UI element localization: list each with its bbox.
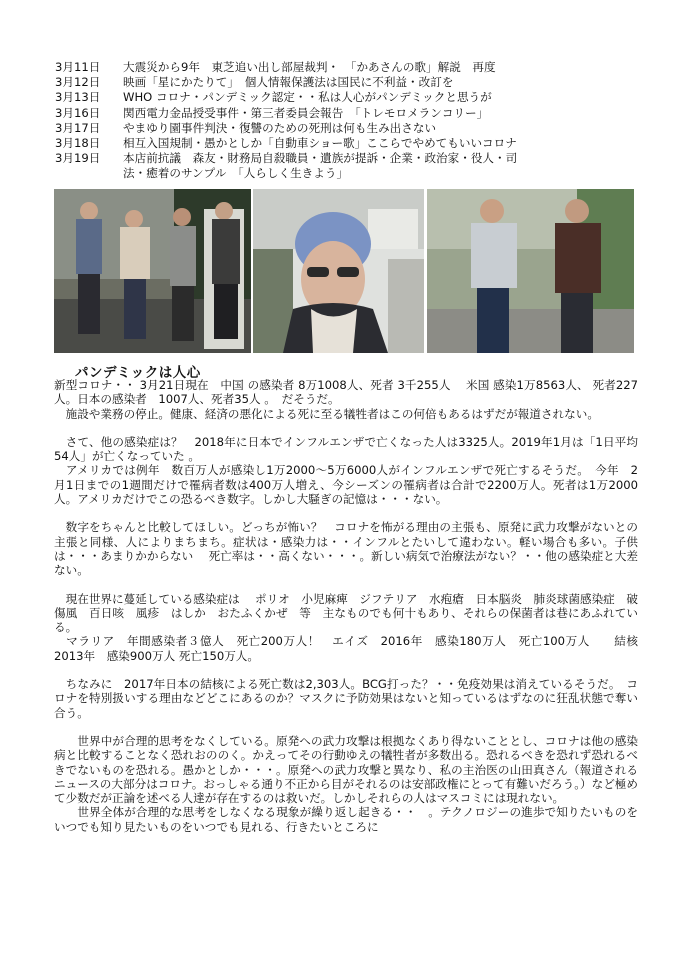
schedule-text: 相互入国規制・愚かとしか「自動車ショー歌」ここらでやめてもいいコロナ — [123, 136, 517, 151]
schedule-date: 3月12日 — [55, 75, 101, 90]
schedule-row — [55, 136, 655, 151]
paragraph: ちなみに 2017年日本の結核による死亡数は2,303人。BCG打った？・・免疫効果は消えているそうだ。 コロナを特別扱いする理由などどこにあるのか？マスクに予防効果はないと知っているはずなのに狂乱状態で奪い合う。 — [54, 677, 638, 720]
paragraph-gap — [54, 421, 638, 435]
paragraph: 数字をちゃんと比較してほしい。どっちが怖い？ コロナを怖がる理由の主張も、原発に武力攻撃がないとの主張と同様、人によりまちまち。症状は・感染力は・・インフルとたいして違わない。軽い場合も多い。子供は・・・あまりかからない 死亡率は・・高くない・・・。新しい病気で治療法がない？・・他の感染症と大差ない。 — [54, 520, 638, 578]
schedule-row — [55, 90, 655, 105]
paragraph: アメリカでは例年 数百万人が感染し1万2000～5万6000人がインフルエンザで死亡するそうだ。 今年 2月1日までの1週間だけで罹病者数は400万人増え、今シーズンの罹病者は合計で2200万人。死者は1万2000人。アメリカだけでこの恐るべき数字。しかし大騒ぎの記憶は・・・ない。 — [54, 463, 638, 507]
schedule-row — [55, 106, 655, 121]
photo-two-men-image — [427, 189, 634, 353]
photo-woman-portrait — [253, 189, 424, 353]
paragraph-gap — [54, 578, 638, 592]
schedule-row-continuation: 法・癒着のサンプル 「人らしく生きよう」 — [123, 166, 349, 181]
photo-woman-portrait-image — [253, 189, 424, 353]
paragraph: さて、他の感染症は？ 2018年に日本でインフルエンザで亡くなった人は3325人。2019年1月は「1日平均54人」が亡くなっていた 。 — [54, 434, 638, 464]
paragraph: 現在世界に蔓延している感染症は ポリオ 小児麻痺 ジフテリア 水疱瘡 日本脳炎 肺炎球菌感染症 破傷風 百日咳 風疹 はしか おたふくかぜ 等 主なものでも何十もあり、それらの保菌者は巷にあふれている。 — [54, 591, 638, 635]
paragraph: 世界中が合理的思考をなくしている。原発への武力攻撃は根拠なくあり得ないこととし、コロナは他の感染病と比較することなく恐れおののく。かえってその行動ゆえの犠牲者が多数出る。恐れるべきを恐れず恐れるべきでないものを恐れる。愚かとしか・・・。原発への武力攻撃と異なり、私の主治医の山田真さん（報道されるニュースの大部分はコロナ。おっしゃる通り不正から目がそれるのは安部政権にとって有難いだろう。）など極めて少数だが正論を述べる人達が存在するのは救いだ。しかしそれらの人はマスコミには現れない。 — [54, 733, 638, 806]
schedule-row — [55, 75, 655, 90]
schedule-date: 3月17日 — [55, 120, 101, 135]
schedule-text: やまゆり園事件判決・復讐のための死刑は何も生み出さない — [123, 120, 437, 135]
schedule-date: 3月18日 — [55, 136, 101, 151]
photo-two-men — [427, 189, 634, 353]
paragraph-gap — [54, 506, 638, 520]
paragraph-gap — [54, 720, 638, 734]
paragraph: 世界全体が合理的な思考をしなくなる現象が繰り返し起きる・・ 。テクノロジーの進歩で知りたいものをいつでも知り見たいものをいつでも見れる、行きたいところに — [54, 805, 638, 834]
schedule-row — [55, 151, 655, 166]
schedule-date: 3月11日 — [55, 60, 101, 74]
article-body — [54, 378, 650, 834]
paragraph-gap — [54, 663, 638, 677]
paragraph: 新型コロナ・・ 3月21日現在 中国 の感染者 8万1008人、死者 3千255人 米国 感染1万8563人、 死者227 人。日本の感染者 1007人、死者35人 。 だそうだ。 — [54, 378, 638, 407]
schedule-text: 本店前抗議 森友・財務局自殺職員・遺族が提訴・企業・政治家・役人・司 — [123, 151, 518, 166]
schedule-text: 映画「星にかたりて」 個人情報保護法は国民に不利益・改訂を — [123, 75, 454, 90]
schedule-text: WHO コロナ・パンデミック認定・・私は人心がパンデミックと思うが — [123, 90, 492, 105]
photo-street-group-image — [54, 189, 251, 353]
photo-street-group — [54, 189, 251, 353]
schedule-text: 大震災から9年 東芝追い出し部屋裁判・ 「かあさんの歌」解説 再度 — [123, 60, 496, 74]
schedule-text: 関西電力金品授受事件・第三者委員会報告 「トレモロメランコリー」 — [123, 105, 489, 120]
broadcast-schedule — [55, 60, 655, 182]
paragraph: 施設や業務の停止。健康、経済の悪化による死に至る犠牲者はこの何倍もあるはずだが報道されない。 — [54, 406, 599, 421]
photo-strip — [54, 189, 634, 353]
schedule-date: 3月19日 — [55, 151, 101, 166]
article-heading: パンデミックは人心 — [75, 365, 201, 381]
schedule-date: 3月16日 — [55, 105, 101, 120]
schedule-date: 3月13日 — [55, 90, 101, 105]
schedule-row — [55, 60, 655, 75]
paragraph: マラリア 年間感染者３億人 死亡200万人！ エイズ 2016年 感染180万人 死亡100万人 結核 2013年 感染900万人 死亡150万人。 — [54, 634, 650, 663]
schedule-row — [55, 121, 655, 136]
